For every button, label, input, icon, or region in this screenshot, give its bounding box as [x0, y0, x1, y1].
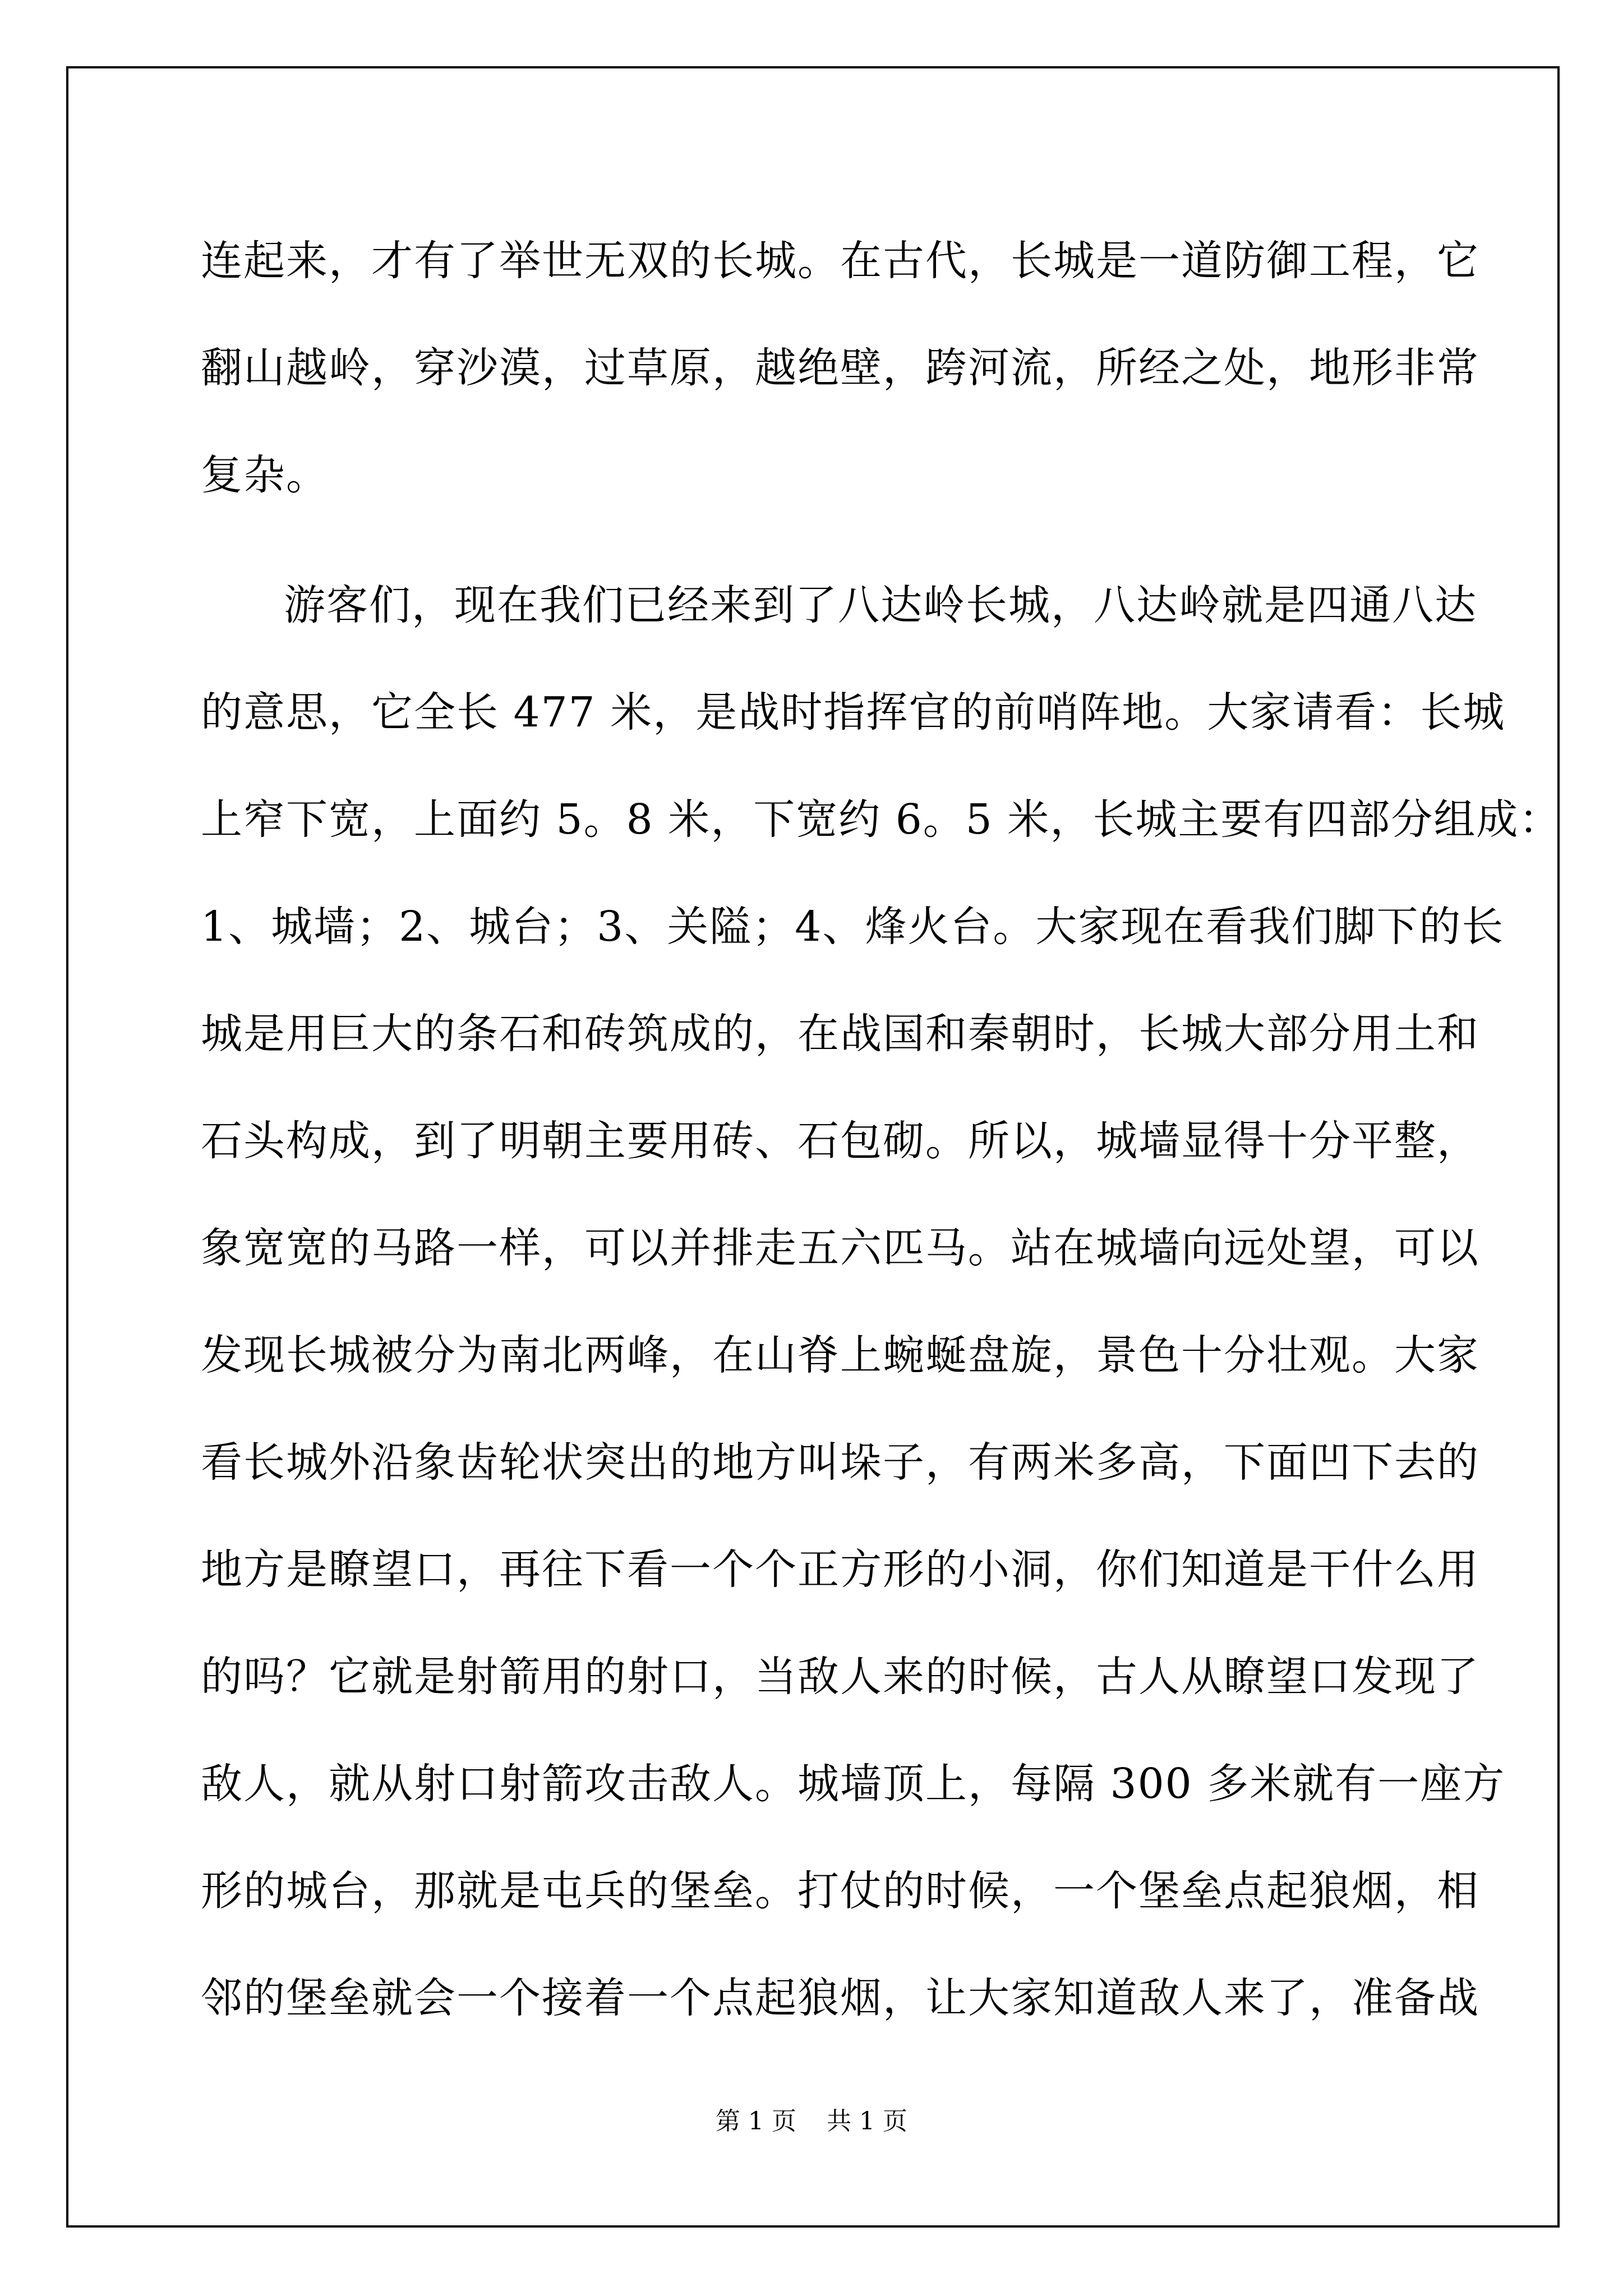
text-line: 敌人，就从射口射箭攻击敌人。城墙顶上，每隔 300 多米就有一座方 [201, 1760, 1506, 1808]
text-line: 城是用巨大的条石和砖筑成的，在战国和秦朝时，长城大部分用土和 [201, 1010, 1479, 1058]
text-line: 邻的堡垒就会一个接着一个点起狼烟，让大家知道敌人来了，准备战 [201, 1974, 1479, 2022]
page-number: 第 1 页 [716, 2107, 796, 2136]
page-footer [0, 2105, 1623, 2138]
text-line: 的意思，它全长 477 米，是战时指挥官的前哨阵地。大家请看：长城 [201, 688, 1506, 737]
text-line: 游客们，现在我们已经来到了八达岭长城，八达岭就是四通八达 [284, 581, 1477, 629]
text-line: 连起来，才有了举世无双的长城。在古代，长城是一道防御工程，它 [201, 237, 1479, 285]
text-line: 的吗？它就是射箭用的射口，当敌人来的时候，古人从瞭望口发现了 [201, 1653, 1479, 1701]
document-body [201, 208, 1562, 2052]
text-line: 上窄下宽，上面约 5。8 米，下宽约 6。5 米，长城主要有四部分组成： [201, 795, 1562, 844]
text-line: 象宽宽的马路一样，可以并排走五六匹马。站在城墙向远处望，可以 [201, 1224, 1479, 1272]
text-line: 看长城外沿象齿轮状突出的地方叫垛子，有两米多高，下面凹下去的 [201, 1438, 1479, 1487]
text-line: 发现长城被分为南北两峰，在山脊上蜿蜒盘旋，景色十分壮观。大家 [201, 1331, 1479, 1379]
text-line: 形的城台，那就是屯兵的堡垒。打仗的时候，一个堡垒点起狼烟，相 [201, 1867, 1479, 1915]
text-line: 1、城墙；2、城台；3、关隘；4、烽火台。大家现在看我们脚下的长 [201, 903, 1505, 951]
text-line: 翻山越岭，穿沙漠，过草原，越绝壁，跨河流，所经之处，地形非常 [201, 344, 1479, 392]
text-line: 复杂。 [201, 451, 329, 499]
text-line: 石头构成，到了明朝主要用砖、石包砌。所以，城墙显得十分平整， [201, 1117, 1479, 1165]
paragraph-gap [201, 529, 1435, 552]
page-total: 共 1 页 [827, 2107, 907, 2136]
text-line: 地方是瞭望口，再往下看一个个正方形的小洞，你们知道是干什么用 [201, 1545, 1479, 1594]
